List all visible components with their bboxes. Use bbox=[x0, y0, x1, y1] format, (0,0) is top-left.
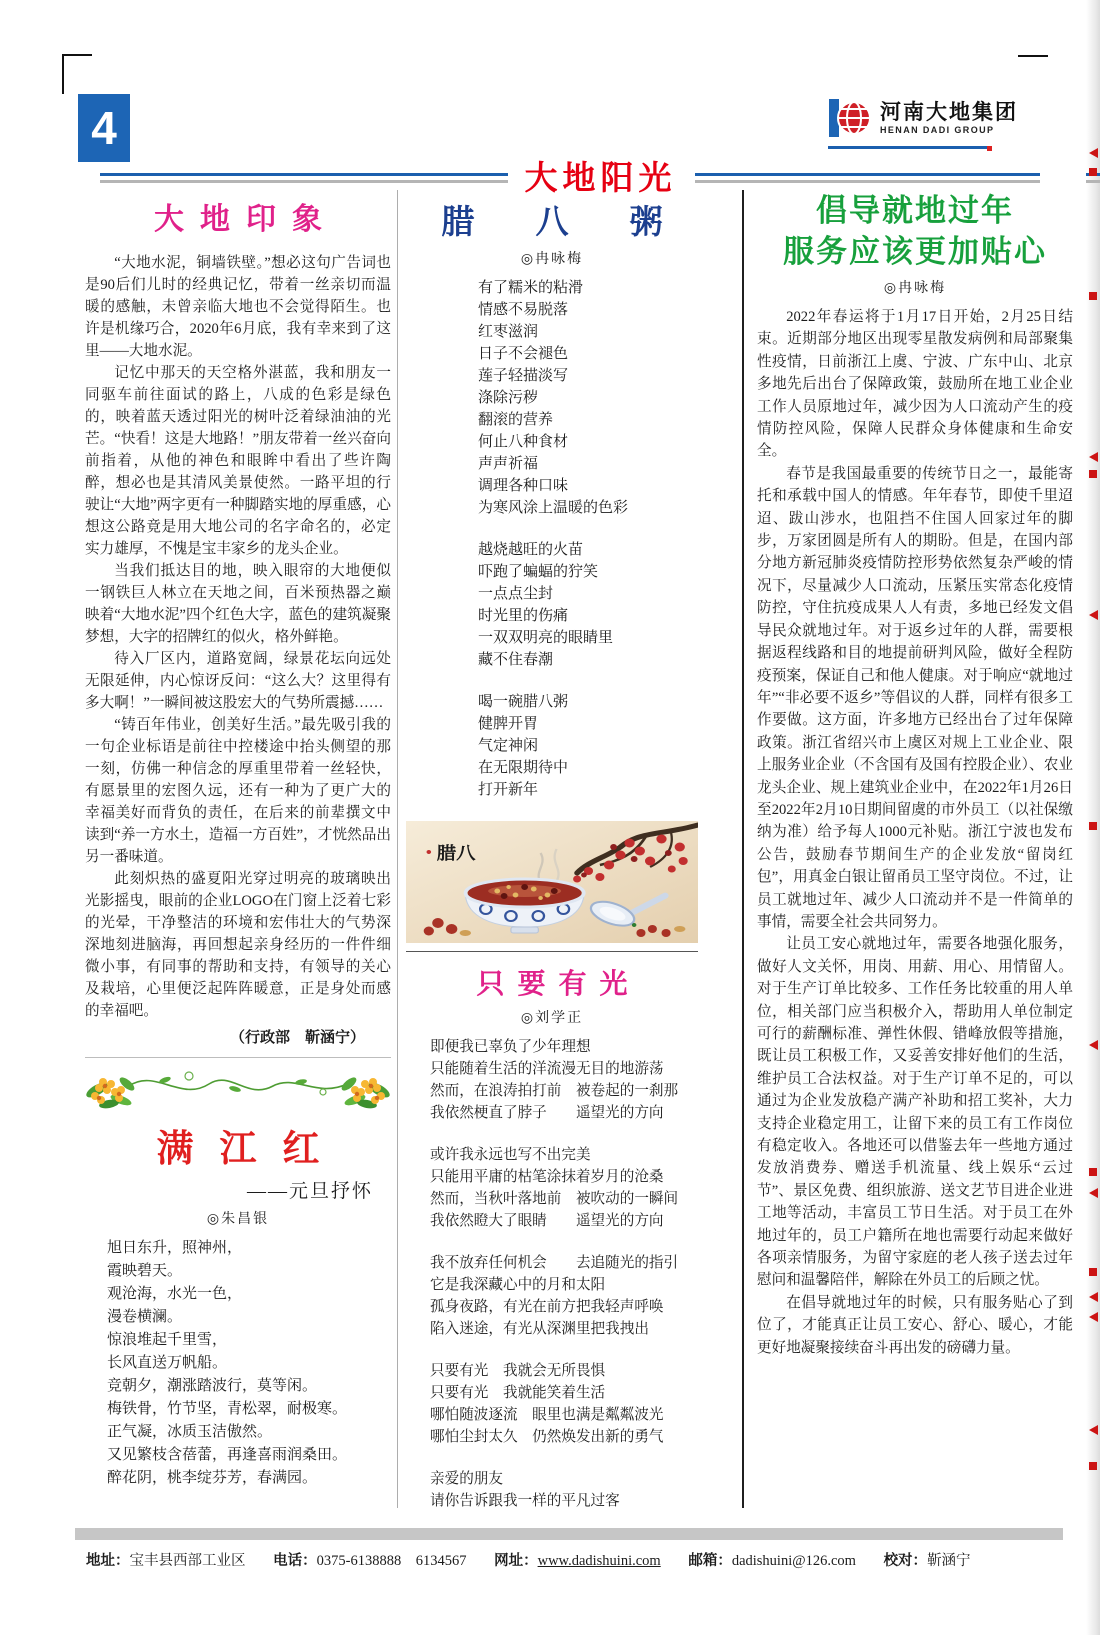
fold-mark bbox=[1089, 1312, 1098, 1322]
poem-line: 或许我永远也写不出完美 bbox=[430, 1147, 591, 1163]
manjianghong-title: 满江红 bbox=[156, 1129, 346, 1170]
fold-mark bbox=[1089, 1168, 1097, 1176]
stanza bbox=[430, 1036, 698, 1124]
poem-line: 有了糯米的粘滑 bbox=[478, 280, 584, 296]
poem-line: 只要有光 我就会无所畏惧 bbox=[430, 1363, 606, 1379]
globe-icon bbox=[828, 96, 872, 140]
logo-underline bbox=[828, 146, 990, 149]
poem-line: 只能随着生活的洋流漫无目的地游荡 bbox=[430, 1061, 664, 1077]
manjianghong-author: ◎朱昌银 bbox=[206, 1212, 270, 1227]
essay-title: 大地印象 bbox=[154, 203, 338, 236]
poem-line: 时光里的伤痛 bbox=[478, 608, 569, 624]
poem-line: 藏不住春潮 bbox=[478, 652, 554, 668]
essay-paragraph: 记忆中那天的天空格外湛蓝，我和朋友一同驱车前往面试的路上，八成的色彩是绿色的，映着蓝天透过阳光的树叶泛着绿油油的光芒。“快看！这是大地路！”朋友带着一丝兴奋向前指着，从他的神色和眼眸中看出了些许陶醉，想必也是其清风美景使然。一路平坦的行驶让“大地”两字更有一种脚踏实地的厚重感，心想这公路竟是用大地公司的名字命名的，必定实力雄厚，不愧是宝丰家乡的龙头企业。 bbox=[85, 365, 391, 557]
header-rule bbox=[695, 173, 1040, 176]
poem-line: 醉花阴，桃李绽芬芳，春满园。 bbox=[107, 1470, 318, 1486]
poem-line: 竞朝夕，潮涨踏波行，莫等闲。 bbox=[107, 1378, 318, 1394]
article-paragraph: 在倡导就地过年的时候，只有服务贴心了到位了，才能真正让员工安心、舒心、暖心，才能更好地凝聚接续奋斗再出发的磅礴力量。 bbox=[757, 1294, 1073, 1356]
footer bbox=[86, 1549, 1076, 1570]
laba-title: 腊 八 粥 bbox=[441, 203, 689, 240]
stanza bbox=[430, 1144, 698, 1232]
column-rule bbox=[742, 190, 744, 1508]
poem-line: 哪怕尘封太久 仍然焕发出新的勇气 bbox=[430, 1429, 664, 1445]
poem-line bbox=[430, 1512, 698, 1513]
fold-rule bbox=[1086, 180, 1100, 183]
poem-line: 孤身夜路，有光在前方把我轻声呼唤 bbox=[430, 1299, 664, 1315]
poem-line: 只能用平庸的枯笔涂抹着岁月的沧桑 bbox=[430, 1169, 664, 1185]
article-paragraph: 春节是我国最重要的传统节日之一，最能寄托和承载中国人的情感。年年春节，即使千里迢迢、跋山涉水，也阻挡不住国人回家过年的脚步，万家团圆是所有人的期盼。但是，在国内部分地方新冠肺炎疫情防控形势依然复杂严峻的情况下，尽量减少人口流动，压紧压实常态化疫情防控，守住抗疫成果人人有责，多地已经发文倡导民众就地过年。对于返乡过年的人群，需要根据返程线路和目的地提前研判风险，做好全程防疫预案，保证自己和他人健康。对于响应“就地过年”“非必要不返乡”等倡议的人群，同样有很多工作要做。这方面，许多地方已经出台了过年保障政策。浙江省绍兴市上虞区对规上工业企业、限上服务业企业（不含国有及国有控股企业）、农业龙头企业、规上建筑业企业中，在2022年1月26日至2022年2月10日期间留虞的市外员工（以社保缴纳为准）给予每人1000元补贴。浙江宁波也发布公告，鼓励春节期间生产的企业发放“留岗红包”，用真金白银让留甬员工坚守岗位。不过，让员工就地过年、减少人口流动并不是一件简单的事情，需要全社会共同努力。 bbox=[757, 465, 1073, 930]
poem-line: 观沧海，水光一色， bbox=[107, 1286, 243, 1302]
laba-image-caption: 腊八 bbox=[436, 843, 476, 863]
poem-line: 我依然瞪大了眼睛 遥望光的方向 bbox=[430, 1213, 664, 1229]
poem-line: 越烧越旺的火苗 bbox=[478, 542, 584, 558]
poem-line: 健脾开胃 bbox=[478, 716, 539, 732]
essay-signature: （行政部 靳涵宁） bbox=[229, 1029, 365, 1046]
fold-mark bbox=[1089, 1292, 1098, 1302]
poem-line: 红枣滋润 bbox=[478, 324, 539, 340]
poem-line: 日子不会褪色 bbox=[478, 346, 569, 362]
poem-line: 我不放弃任何机会 去追随光的指引 bbox=[430, 1255, 679, 1271]
crop-mark bbox=[1018, 55, 1048, 57]
poem-line: 一点点尘封 bbox=[478, 586, 554, 602]
footer-address: 地址：宝丰县西部工业区 bbox=[86, 1553, 246, 1569]
footer-phone: 电话：0375-6138888 6134567 bbox=[273, 1553, 467, 1569]
article-title-line2: 服务应该更加贴心 bbox=[783, 234, 1047, 269]
section-divider bbox=[85, 1057, 391, 1058]
poem-line: 它是我深藏心中的月和太阳 bbox=[430, 1277, 606, 1293]
page-number-box bbox=[78, 94, 130, 162]
poem-line: 声声祈福 bbox=[478, 456, 539, 472]
poem-line: 请你告诉跟我一样的平凡过客 bbox=[430, 1493, 620, 1509]
light-title: 只要有光 bbox=[476, 969, 641, 1000]
stanza bbox=[430, 1468, 698, 1513]
poem-line: 陷入迷途，有光从深渊里把我拽出 bbox=[430, 1321, 649, 1337]
crop-mark bbox=[62, 54, 92, 56]
poem-line: 漫卷横澜。 bbox=[107, 1309, 183, 1325]
poem-line: 为寒风涂上温暖的色彩 bbox=[478, 500, 629, 516]
essay-body bbox=[85, 252, 391, 1022]
footer-proofreader: 校对：靳涵宁 bbox=[883, 1553, 971, 1569]
poem-line: 情感不易脱落 bbox=[478, 302, 569, 318]
poem-line: 调理各种口味 bbox=[478, 478, 569, 494]
fold-mark bbox=[1089, 1425, 1098, 1435]
article-body bbox=[757, 306, 1073, 1359]
poem-line: 然而，当秋叶落地前 被吹动的一瞬间 bbox=[430, 1191, 679, 1207]
poem-line: 亲爱的朋友 bbox=[430, 1471, 503, 1487]
footer-website: 网址：www.dadishuini.com bbox=[494, 1553, 661, 1569]
poem-line: 翻滚的营养 bbox=[478, 412, 554, 428]
light-poem bbox=[406, 1036, 698, 1513]
essay-paragraph: “铸百年伟业，创美好生活。”最先吸引我的一句企业标语是前往中控楼途中抬头侧望的那一刻，仿佛一种信念的厚重里带着一丝轻快，有愿景里的宏图久远，还有一种为了更广大的幸福美好而背负的责任，在后来的前辈撰文中读到“养一方水土，造福一方百姓”，才恍然品出另一番味道。 bbox=[85, 717, 391, 865]
fold-mark bbox=[1089, 1462, 1097, 1470]
essay-paragraph: “大地水泥，铜墙铁壁。”想必这句广告词也是90后们儿时的经典记忆，带着一丝亲切而温暖的感触，未曾亲临大地也不会觉得陌生。也许是机缘巧合，2020年6月底，我有幸来到了这里——大地水泥。 bbox=[85, 255, 391, 359]
poem-line: 霞映碧天。 bbox=[107, 1263, 183, 1279]
logo-name: 河南大地集团 bbox=[880, 101, 1018, 124]
poem-line: 长风直送万帆船。 bbox=[107, 1355, 228, 1371]
poem-line: 莲子轻描淡写 bbox=[478, 368, 569, 384]
poem-line: 涤除污秽 bbox=[478, 390, 539, 406]
stanza bbox=[430, 1252, 698, 1340]
fold-mark bbox=[1089, 1040, 1098, 1050]
manjianghong-subtitle: ——元旦抒怀 bbox=[246, 1181, 373, 1202]
footer-email: 邮箱：dadishuini@126.com bbox=[688, 1553, 856, 1569]
poem-line: 即便我已辜负了少年理想 bbox=[430, 1039, 591, 1055]
fold-mark bbox=[1089, 610, 1098, 620]
stanza bbox=[478, 277, 698, 519]
logo-name-en: HENAN DADI GROUP bbox=[880, 125, 995, 135]
fold-mark bbox=[1089, 168, 1097, 176]
company-logo bbox=[828, 96, 1018, 140]
article-title-line1: 倡导就地过年 bbox=[816, 193, 1014, 228]
article-title bbox=[757, 190, 1073, 272]
poem-line: 然而，在浪涛拍打前 被卷起的一刹那 bbox=[430, 1083, 679, 1099]
poem-line: 又见繁枝含蓓蕾，再逢喜雨润桑田。 bbox=[107, 1447, 348, 1463]
poem-line: 正气凝，冰质玉洁傲然。 bbox=[107, 1424, 273, 1440]
laba-porridge-illustration bbox=[406, 821, 698, 943]
stanza bbox=[430, 1360, 698, 1448]
poem-line: 只要有光 我就能笑着生活 bbox=[430, 1385, 606, 1401]
poem-line: 打开新年 bbox=[478, 782, 539, 798]
fold-strip bbox=[1086, 0, 1100, 1635]
fold-mark bbox=[1089, 452, 1098, 462]
footer-bar bbox=[75, 1528, 1063, 1540]
essay-paragraph: 当我们抵达目的地，映入眼帘的大地便似一钢铁巨人林立在天地之间，百米预热器之巅映着“大地水泥”四个红色大字，蓝色的建筑凝聚梦想，大字的招牌红的似火，格外鲜艳。 bbox=[85, 563, 391, 645]
left-column bbox=[85, 188, 391, 1513]
fold-mark bbox=[1089, 1188, 1098, 1198]
poem-line: 在无限期待中 bbox=[478, 760, 569, 776]
article-paragraph: 让员工安心就地过年，需要各地强化服务，做好人文关怀，用岗、用薪、用心、用情留人。对于生产订单比较多、工作任务比较重的用人单位，相关部门应当积极介入，帮助用人单位制定可行的薪酬标准、弹性休假、错峰放假等措施，既让员工积极工作，又妥善安排好他们的生活，维护员工合法权益。对于生产订单不足的，可以通过为企业发放稳产满产补助和招工奖补，大力支持企业稳定用工，让留下来的员工有工作岗位有稳定收入。各地还可以借鉴去年一些地方通过发放消费券、赠送手机流量、线上娱乐“云过节”、景区免费、组织旅游、送文艺节目进企业进工地等活动，丰富员工节日生活。对于员工在外地过年的，员工户籍所在地也需要行动起来做好各项亲情服务，为留守家庭的老人孩子送去过年慰问和温馨陪伴，解除在外员工的后顾之忧。 bbox=[757, 936, 1073, 1289]
manjianghong-poem bbox=[85, 1237, 391, 1490]
header-rule bbox=[100, 180, 508, 183]
masthead-title: 大地阳光 bbox=[524, 159, 677, 196]
poem-line: 我依然梗直了脖子 遥望光的方向 bbox=[430, 1105, 664, 1121]
stanza bbox=[478, 539, 698, 671]
poem-line: 气定神闲 bbox=[478, 738, 539, 754]
poem-line: 喝一碗腊八粥 bbox=[478, 694, 569, 710]
fold-mark bbox=[1089, 1268, 1097, 1276]
poem-line: 惊浪堆起千里雪， bbox=[107, 1332, 228, 1348]
right-column bbox=[757, 186, 1073, 1511]
column-rule bbox=[397, 190, 398, 1508]
poem-line: 哪怕随波逐流 眼里也满是粼粼波光 bbox=[430, 1407, 664, 1423]
poem-line: 梅铁骨，竹节坚，青松翠，耐极寒。 bbox=[107, 1401, 348, 1417]
header-rule bbox=[695, 180, 1040, 183]
middle-column bbox=[406, 188, 698, 1513]
flower-divider bbox=[85, 1062, 391, 1116]
page-number: 4 bbox=[91, 102, 117, 154]
article-paragraph: 2022年春运将于1月17日开始，2月25日结束。近期部分地区出现零星散发病例和局部聚集性疫情，日前浙江上虞、宁波、广东中山、北京多地先后出台了保障政策，鼓励所在地工业企业工作人员原地过年，减少因为人口流动产生的疫情防控风险，保障人民群众身体健康和生命安全。 bbox=[757, 309, 1073, 460]
crop-mark bbox=[62, 54, 64, 94]
essay-paragraph: 待入厂区内，道路宽阔，绿景花坛向远处无限延伸，内心惊讶反问：“这么大？这里得有多大啊！”一瞬间被这股宏大的气势所震撼…… bbox=[85, 651, 391, 711]
header-rule bbox=[100, 173, 508, 176]
poem-line: 吓跑了蝙蝠的狞笑 bbox=[478, 564, 599, 580]
laba-poem bbox=[406, 277, 698, 801]
section-rule bbox=[406, 951, 698, 952]
poem-line: 何止八种食材 bbox=[478, 434, 569, 450]
poem-line: 一双双明亮的眼睛里 bbox=[478, 630, 614, 646]
fold-mark bbox=[1089, 148, 1098, 158]
fold-mark bbox=[1089, 292, 1097, 300]
fold-mark bbox=[1089, 822, 1097, 830]
article-author: ◎冉咏梅 bbox=[883, 281, 947, 296]
essay-paragraph: 此刻炽热的盛夏阳光穿过明亮的玻璃映出光影摇曳，眼前的企业LOGO在门窗上泛着七彩的光晕，干净整洁的环境和宏伟壮大的气势深深地刻进脑海，再回想起亲身经历的一件件细微小事，有同事的帮助和支持，有领导的关心及栽培，心里便泛起阵阵暖意，正是身处而感的幸福吧。 bbox=[85, 871, 391, 1019]
fold-mark bbox=[1089, 470, 1097, 478]
stanza bbox=[478, 691, 698, 801]
poem-line: 旭日东升，照神州， bbox=[107, 1240, 243, 1256]
laba-author: ◎冉咏梅 bbox=[520, 252, 584, 267]
light-author: ◎刘学正 bbox=[520, 1011, 584, 1026]
